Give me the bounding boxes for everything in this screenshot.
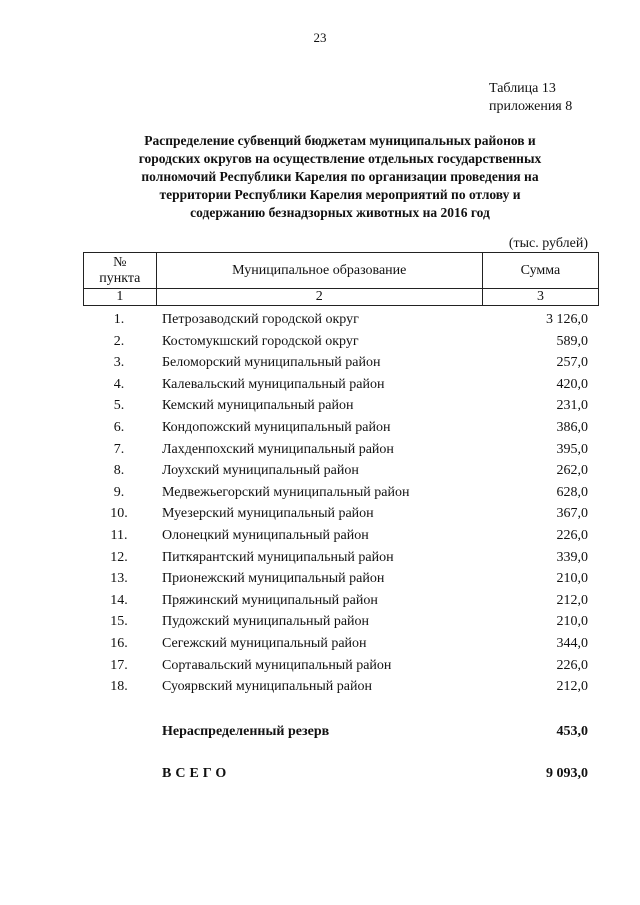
row-name: Петрозаводский городской округ (162, 312, 359, 327)
title-line: городских округов на осуществление отдельных государственных (138, 151, 542, 166)
row-value: 3 126,0 (546, 312, 588, 327)
header-sum: Сумма (482, 253, 598, 289)
row-name: Калевальский муниципальный район (162, 376, 385, 392)
row-number: 8. (113, 463, 125, 479)
title-line: Распределение субвенций бюджетам муниципальных районов и (144, 133, 536, 148)
row-number: 11. (110, 527, 128, 543)
table-row (0, 460, 640, 482)
row-number: 15. (110, 614, 128, 630)
row-name: Пудожский муниципальный район (162, 614, 370, 630)
row-value: 386,0 (556, 419, 588, 435)
row-name: Суоярвский муниципальный район (162, 679, 372, 695)
header-index-1: 1 (84, 289, 157, 306)
row-number: 16. (110, 635, 128, 651)
row-number: 2. (113, 333, 125, 349)
row-value: 226,0 (556, 527, 588, 543)
table-row (0, 309, 640, 331)
row-name: Лоухский муниципальный район (162, 463, 359, 479)
row-number: 9. (113, 484, 125, 500)
row-value: 589,0 (556, 333, 588, 349)
row-name: Костомукшский городской округ (162, 333, 359, 349)
table-row (0, 439, 640, 461)
row-name: Сортавальский муниципальный район (162, 657, 392, 673)
total-value: 9 093,0 (546, 766, 588, 781)
row-name: Сегежский муниципальный район (162, 635, 367, 651)
row-name: Кемский муниципальный район (162, 398, 354, 414)
row-value: 212,0 (556, 592, 588, 608)
total-label: ВСЕГО (162, 766, 231, 781)
document-title (100, 132, 580, 222)
row-value: 262,0 (556, 463, 588, 479)
row-number: 4. (113, 376, 125, 392)
row-value: 395,0 (556, 441, 588, 457)
header-index-2: 2 (156, 289, 482, 306)
row-value: 420,0 (556, 376, 588, 392)
header-name: Муниципальное образование (156, 253, 482, 289)
row-number: 1. (113, 312, 125, 327)
table-header (83, 252, 599, 306)
row-name: Лахденпохский муниципальный район (162, 441, 394, 457)
row-value: 339,0 (556, 549, 588, 565)
table-row (0, 676, 640, 698)
row-value: 212,0 (556, 679, 588, 695)
header-number-line2: пункта (99, 270, 141, 286)
page-number: 23 (313, 30, 327, 45)
table-row (0, 547, 640, 569)
row-name: Медвежьегорский муниципальный район (162, 484, 410, 500)
row-value: 257,0 (556, 355, 588, 371)
table-row (0, 503, 640, 525)
row-name: Кондопожский муниципальный район (162, 419, 391, 435)
row-value: 344,0 (556, 635, 588, 651)
reserve-row (0, 722, 640, 742)
header-index-3: 3 (482, 289, 598, 306)
table-row (0, 417, 640, 439)
row-name: Прионежский муниципальный район (162, 571, 385, 587)
header-number-line1: № (113, 254, 127, 270)
row-name: Муезерский муниципальный район (162, 506, 374, 522)
total-row (0, 764, 640, 784)
table-row (0, 590, 640, 612)
header-number (84, 253, 157, 289)
row-number: 18. (110, 679, 128, 695)
table-row (0, 331, 640, 353)
table-row (0, 352, 640, 374)
row-number: 10. (110, 506, 128, 522)
row-number: 7. (113, 441, 125, 457)
table-row (0, 374, 640, 396)
row-number: 6. (113, 419, 125, 435)
title-line: полномочий Республики Карелия по организации проведения на (141, 169, 539, 184)
table-row (0, 568, 640, 590)
table-row (0, 655, 640, 677)
title-line: содержанию безнадзорных животных на 2016 год (190, 205, 490, 220)
table-ref-line2: приложения 8 (489, 99, 573, 114)
row-name: Беломорский муниципальный район (162, 355, 381, 371)
row-name: Пряжинский муниципальный район (162, 592, 378, 608)
row-value: 628,0 (556, 484, 588, 500)
reserve-label: Нераспределенный резерв (162, 724, 330, 739)
row-value: 210,0 (556, 614, 588, 630)
row-name: Олонецкий муниципальный район (162, 527, 369, 543)
row-value: 367,0 (556, 506, 588, 522)
row-value: 231,0 (556, 398, 588, 414)
row-number: 3. (113, 355, 125, 371)
row-value: 210,0 (556, 571, 588, 587)
row-number: 17. (110, 657, 128, 673)
row-number: 13. (110, 571, 128, 587)
row-name: Питкярантский муниципальный район (162, 549, 394, 565)
title-line: территории Республики Карелия мероприятий по отлову и (159, 187, 521, 202)
table-row (0, 633, 640, 655)
row-number: 14. (110, 592, 128, 608)
reserve-value: 453,0 (556, 724, 588, 739)
table-row (0, 395, 640, 417)
table-ref-line1: Таблица 13 (489, 81, 556, 96)
table-row (0, 611, 640, 633)
table-body (0, 309, 640, 698)
table-reference (489, 80, 572, 116)
table-row (0, 525, 640, 547)
units-label: (тыс. рублей) (508, 236, 588, 251)
table-row (0, 482, 640, 504)
row-number: 12. (110, 549, 128, 565)
row-number: 5. (113, 398, 125, 414)
row-value: 226,0 (556, 657, 588, 673)
